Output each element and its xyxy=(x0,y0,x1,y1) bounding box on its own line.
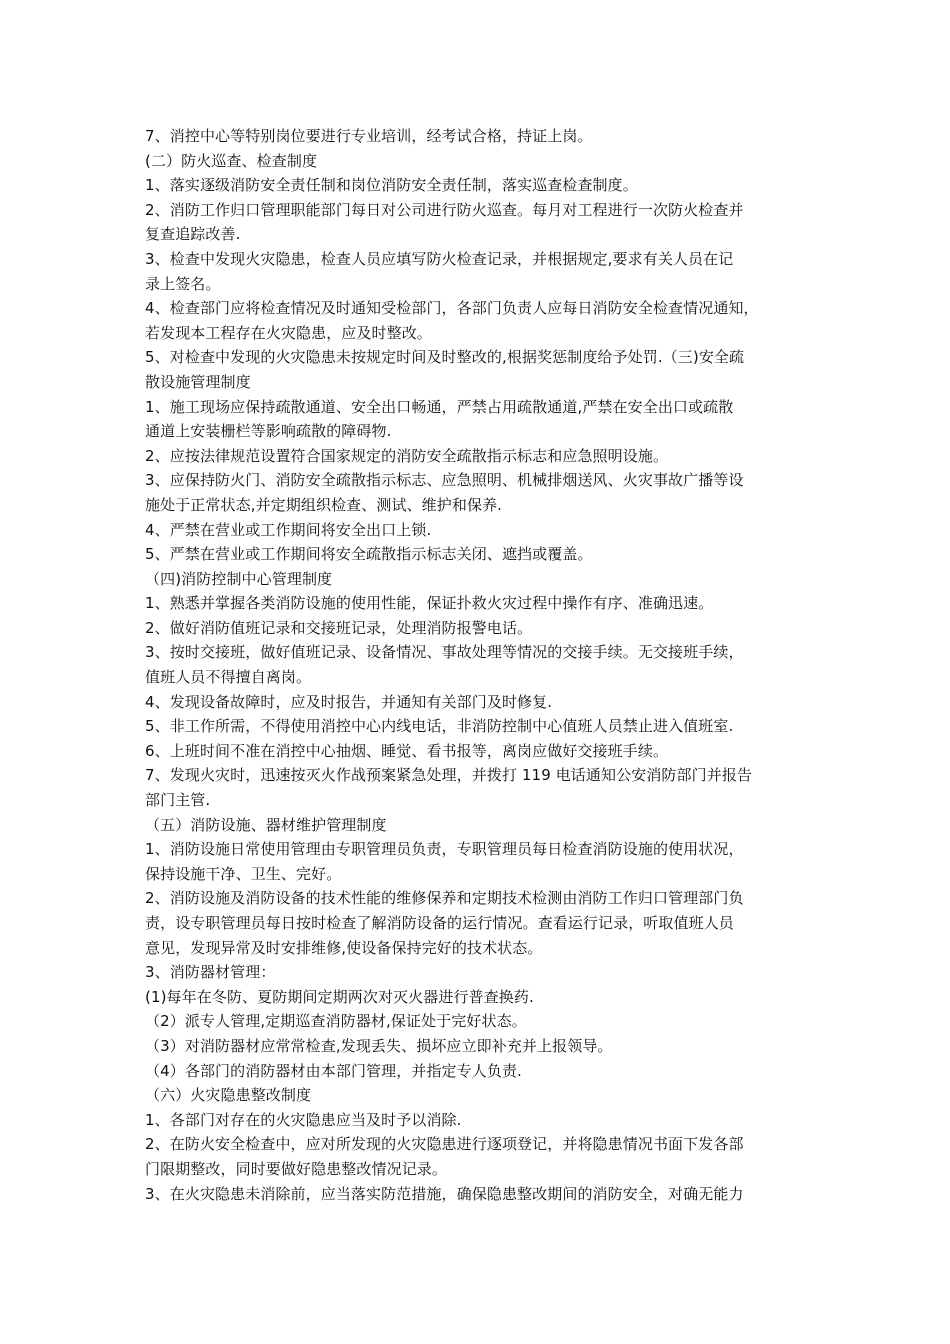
text-line: 7、消控中心等特别岗位要进行专业培训，经考试合格，持证上岗。 xyxy=(145,127,593,145)
text-line: 值班人员不得擅自离岗。 xyxy=(145,668,312,687)
text-line: 门限期整改，同时要做好隐患整改情况记录。 xyxy=(145,1159,448,1178)
text-line: 7、发现火灾时，迅速按灭火作战预案紧急处理，并拨打 119 电话通知公安消防部门并报告 xyxy=(145,766,753,785)
text-line: 意见，发现异常及时安排维修,使设备保持完好的技术状态。 xyxy=(145,938,543,957)
text-line: 2、在防火安全检查中，应对所发现的火灾隐患进行逐项登记，并将隐患情况书面下发各部 xyxy=(145,1135,744,1154)
text-line: 3、应保持防火门、消防安全疏散指示标志、应急照明、机械排烟送风、火灾事故广播等设 xyxy=(145,471,744,490)
text-line: 2、消防工作归口管理职能部门每日对公司进行防火巡查。每月对工程进行一次防火检查并 xyxy=(145,200,744,219)
text-line: 5、非工作所需，不得使用消控中心内线电话，非消防控制中心值班人员禁止进入值班室. xyxy=(145,717,734,736)
text-line: 4、发现设备故障时，应及时报告，并通知有关部门及时修复. xyxy=(145,692,553,711)
text-line: 责，设专职管理员每日按时检查了解消防设备的运行情况。查看运行记录，听取值班人员 xyxy=(145,914,734,932)
text-line: 1、落实逐级消防安全责任制和岗位消防安全责任制，落实巡查检查制度。 xyxy=(145,176,638,195)
text-line: 1、熟悉并掌握各类消防设施的使用性能，保证扑救火灾过程中操作有序、准确迅速。 xyxy=(145,594,714,613)
text-line: （4）各部门的消防器材由本部门管理，并指定专人负责. xyxy=(145,1061,522,1080)
text-line: 保持设施干净、卫生、完好。 xyxy=(145,864,342,883)
text-line: （2）派专人管理,定期巡查消防器材,保证处于完好状态。 xyxy=(145,1012,527,1031)
text-line: 5、严禁在营业或工作期间将安全疏散指示标志关闭、遮挡或覆盖。 xyxy=(145,545,593,564)
text-line: 通道上安装栅栏等影响疏散的障碍物. xyxy=(145,422,392,441)
section-heading: (二）防火巡查、检查制度 xyxy=(145,151,318,170)
text-line: 3、检查中发现火灾隐患，检查人员应填写防火检查记录，并根据规定,要求有关人员在记 xyxy=(145,249,734,268)
text-line: 3、消防器材管理： xyxy=(145,963,276,982)
text-line: 若发现本工程存在火灾隐患，应及时整改。 xyxy=(145,323,432,342)
text-line: 复查追踪改善. xyxy=(145,225,241,244)
text-line: 1、施工现场应保持疏散通道、安全出口畅通，严禁占用疏散通道,严禁在安全出口或疏散 xyxy=(145,397,734,416)
section-heading: （四)消防控制中心管理制度 xyxy=(145,569,333,588)
text-line: 2、做好消防值班记录和交接班记录，处理消防报警电话。 xyxy=(145,618,533,637)
text-line: 3、在火灾隐患未消除前，应当落实防范措施，确保隐患整改期间的消防安全，对确无能力 xyxy=(145,1184,744,1203)
text-line: 录上签名。 xyxy=(145,274,221,293)
text-line: 2、应按法律规范设置符合国家规定的消防安全疏散指示标志和应急照明设施。 xyxy=(145,446,669,465)
text-line: (1)每年在冬防、夏防期间定期两次对灭火器进行普查换药. xyxy=(145,987,534,1006)
text-line: 施处于正常状态,并定期组织检查、测试、维护和保养. xyxy=(145,495,503,514)
text-line: 3、按时交接班，做好值班记录、设备情况、事故处理等情况的交接手续。无交接班手续， xyxy=(145,643,744,662)
text-line: 2、消防设施及消防设备的技术性能的维修保养和定期技术检测由消防工作归口管理部门负 xyxy=(145,889,744,908)
text-line: 5、对检查中发现的火灾隐患未按规定时间及时整改的,根据奖惩制度给予处罚.（三)安全疏 xyxy=(145,348,745,367)
section-heading: （五）消防设施、器材维护管理制度 xyxy=(145,815,387,834)
section-heading: （六）火灾隐患整改制度 xyxy=(145,1086,312,1105)
document-body xyxy=(145,124,815,1206)
text-line: 1、消防设施日常使用管理由专职管理员负责，专职管理员每日检查消防设施的使用状况， xyxy=(145,840,744,859)
text-line: （3）对消防器材应常常检查,发现丢失、损坏应立即补充并上报领导。 xyxy=(145,1036,613,1055)
text-line: 散设施管理制度 xyxy=(145,372,251,391)
text-line: 4、严禁在营业或工作期间将安全出口上锁. xyxy=(145,520,432,539)
text-line: 4、检查部门应将检查情况及时通知受检部门，各部门负责人应每日消防安全检查情况通知， xyxy=(145,299,759,318)
text-line: 1、各部门对存在的火灾隐患应当及时予以消除. xyxy=(145,1110,462,1129)
text-line: 部门主管. xyxy=(145,791,211,810)
text-line: 6、上班时间不准在消控中心抽烟、睡觉、看书报等，离岗应做好交接班手续。 xyxy=(145,741,669,760)
